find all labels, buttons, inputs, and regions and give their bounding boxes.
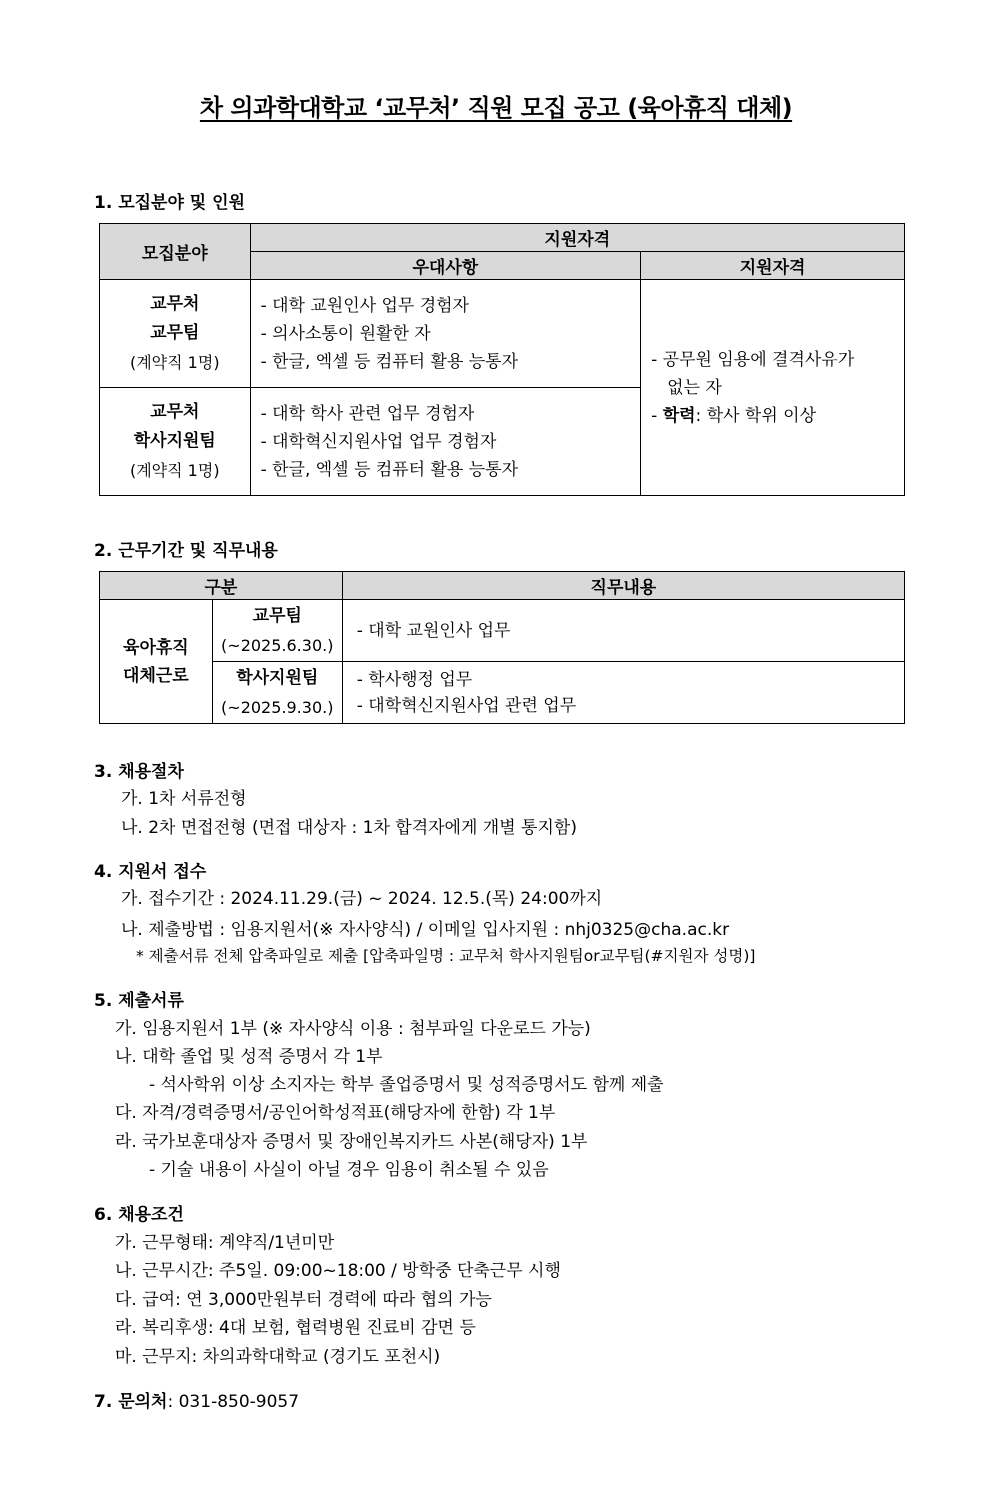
condition-line: 다. 급여: 연 3,000만원부터 경력에 따라 협의 가능 [115, 1290, 492, 1310]
document-line: 나. 대학 졸업 및 성적 증명서 각 1부 [115, 1047, 383, 1067]
headcount: (계약직 1명) [129, 461, 220, 480]
duties-table [99, 571, 905, 724]
work-period: (~2025.9.30.) [221, 697, 334, 717]
edu-label: 학력 [662, 405, 696, 426]
dept-name: 교무처 [150, 294, 200, 314]
procedure-line: 나. 2차 면접전형 (면접 대상자 : 1차 합격자에게 개별 통지함) [121, 818, 577, 838]
procedure-line: 가. 1차 서류전형 [121, 789, 247, 809]
category-line: 육아휴직 [123, 637, 189, 658]
preferred-cell-academic-affairs [250, 280, 641, 388]
team-name: 학사지원팀 [133, 431, 216, 451]
application-line: 나. 제출방법 : 임용지원서(※ 자사양식) / 이메일 입사지원 : nhj0325@cha.ac.kr [121, 920, 730, 940]
document-line: 라. 국가보훈대상자 증명서 및 장애인복지카드 사본(해당자) 1부 [115, 1132, 588, 1152]
page-title: 차 의과학대학교 ‘교무처’ 직원 모집 공고 (육아휴직 대체) [199, 94, 793, 122]
team-cell-academic-support [212, 662, 342, 724]
document-line: 다. 자격/경력증명서/공인어학성적표(해당자에 한함) 각 1부 [115, 1103, 556, 1123]
requirement-cell [641, 280, 905, 496]
category-cell [100, 600, 213, 724]
application-line: 가. 접수기간 : 2024.11.29.(금) ~ 2024. 12.5.(목) 24:00까지 [121, 889, 603, 909]
condition-line: 나. 근무시간: 주5일. 09:00~18:00 / 방학중 단축근무 시행 [115, 1261, 561, 1281]
dept-name: 교무처 [150, 402, 200, 422]
section6-heading: 6. 채용조건 [94, 1205, 184, 1225]
list-item: - 학사행정 업무 [356, 669, 473, 690]
section4-heading: 4. 지원서 접수 [94, 862, 207, 882]
section5-heading: 5. 제출서류 [94, 991, 184, 1011]
document-line: 가. 임용지원서 1부 (※ 자사양식 이용 : 첨부파일 다운로드 가능) [115, 1019, 591, 1039]
field-cell-academic-support [100, 388, 251, 496]
col-requirement-header: 지원자격 [641, 252, 905, 280]
list-item: - 대학혁신지원사업 관련 업무 [356, 695, 577, 716]
list-item: - 대학 교원인사 업무 경험자 [260, 295, 469, 316]
edu-prefix: - [651, 405, 663, 426]
condition-line: 마. 근무지: 차의과학대학교 (경기도 포천시) [115, 1347, 441, 1367]
col-duties-header: 직무내용 [342, 572, 904, 600]
field-cell-academic-affairs [100, 280, 251, 388]
list-item: 없는 자 [667, 377, 722, 398]
section7-heading: 7. 문의처 [94, 1392, 168, 1412]
edu-value: : 학사 학위 이상 [695, 405, 817, 426]
col-preferred-header: 우대사항 [250, 252, 641, 280]
section3-heading: 3. 채용절차 [94, 762, 184, 782]
contact-line [94, 1387, 299, 1412]
category-line: 대체근로 [123, 665, 189, 686]
list-item: - 대학 교원인사 업무 [356, 620, 511, 641]
list-item [651, 402, 904, 430]
team-name: 학사지원팀 [236, 667, 319, 688]
recruitment-table [99, 223, 905, 496]
team-cell-academic-affairs [212, 600, 342, 662]
preferred-cell-academic-support [250, 388, 641, 496]
col-category-header: 구분 [100, 572, 343, 600]
contact-phone: : 031-850-9057 [167, 1392, 300, 1412]
duties-cell-academic-affairs [342, 600, 904, 662]
list-item: - 의사소통이 원활한 자 [260, 323, 431, 344]
col-qualification-header: 지원자격 [250, 224, 904, 252]
col-field-header: 모집분야 [100, 224, 251, 280]
section2-heading: 2. 근무기간 및 직무내용 [94, 541, 278, 561]
section1-heading: 1. 모집분야 및 인원 [94, 193, 245, 213]
list-item: - 한글, 엑셀 등 컴퓨터 활용 능통자 [260, 459, 519, 480]
list-item: - 대학혁신지원사업 업무 경험자 [260, 431, 497, 452]
duties-cell-academic-support [342, 662, 904, 724]
application-note: * 제출서류 전체 압축파일로 제출 [압축파일명 : 교무처 학사지원팀or교무팀(#지원자 성명)] [136, 947, 756, 965]
list-item: - 공무원 임용에 결격사유가 [651, 349, 855, 370]
team-name: 교무팀 [150, 323, 200, 343]
condition-line: 라. 복리후생: 4대 보험, 협력병원 진료비 감면 등 [115, 1318, 476, 1338]
list-item: - 한글, 엑셀 등 컴퓨터 활용 능통자 [260, 351, 519, 372]
document-subline: - 석사학위 이상 소지자는 학부 졸업증명서 및 성적증명서도 함께 제출 [149, 1075, 664, 1095]
team-name: 교무팀 [252, 605, 302, 626]
list-item: - 대학 학사 관련 업무 경험자 [260, 403, 475, 424]
work-period: (~2025.6.30.) [221, 635, 334, 655]
document-subline: - 기술 내용이 사실이 아닐 경우 임용이 취소될 수 있음 [149, 1160, 549, 1180]
condition-line: 가. 근무형태: 계약직/1년미만 [115, 1233, 335, 1253]
headcount: (계약직 1명) [129, 353, 220, 372]
